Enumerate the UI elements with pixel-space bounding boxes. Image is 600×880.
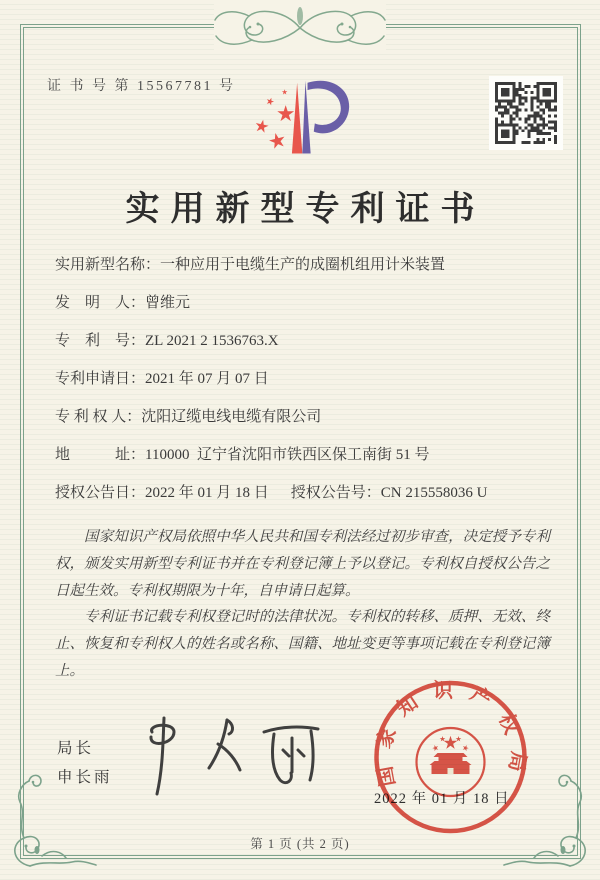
- legal-paragraph-2: 专利证书记载专利权登记时的法律状况。专利权的转移、质押、无效、终止、恢复和专利权人的姓名或名称、国籍、地址变更等事项记载在专利登记簿上。: [55, 609, 550, 680]
- field-row-inventor: [55, 292, 562, 314]
- top-flourish-ornament: [160, 3, 440, 51]
- handwritten-signature: [130, 706, 355, 806]
- field-row-address: [55, 444, 562, 466]
- grant-date-label: 授权公告日：: [55, 485, 146, 501]
- field-label: 地 址：: [55, 447, 146, 463]
- field-label: 专 利 权 人：: [55, 409, 142, 425]
- field-label: 实用新型名称：: [55, 257, 161, 273]
- field-row-filing-date: [55, 368, 562, 390]
- field-row-name: [55, 254, 562, 276]
- legal-paragraph-1: 国家知识产权局依照中华人民共和国专利法经过初步审查，决定授予专利权，颁发实用新型专利证书并在专利登记簿上予以登记。专利权自授权公告之日起生效。专利权期限为十年，自申请日起算。: [55, 529, 550, 599]
- national-emblem-icon: [417, 728, 485, 796]
- field-row-grant: [55, 482, 562, 504]
- field-value: 沈阳辽缆电线电缆有限公司: [141, 409, 322, 425]
- field-value: ZL 2021 2 1536763.X: [145, 333, 279, 349]
- cnipa-logo-icon: [231, 62, 357, 166]
- grant-date-value: 2022 年 01 月 18 日: [145, 485, 269, 501]
- certificate-title: 实用新型专利证书: [125, 191, 486, 228]
- signer-name: 申长雨: [57, 769, 113, 786]
- field-row-patentee: [55, 406, 562, 428]
- legal-text-section: [55, 524, 550, 685]
- page-number: 第 1 页 (共 2 页): [250, 837, 350, 851]
- signer-title: 局长: [57, 740, 95, 757]
- field-value: 一种应用于电缆生产的成圈机组用计米装置: [160, 257, 446, 273]
- field-label: 专利申请日：: [55, 371, 146, 387]
- grant-no-value: CN 215558036 U: [380, 485, 488, 501]
- field-value: 110000 辽宁省沈阳市铁西区保工南街 51 号: [145, 447, 430, 463]
- qr-code: [489, 76, 563, 150]
- field-label: 发 明 人：: [55, 295, 146, 311]
- seal-ring-text: 国家知识产权局: [371, 679, 530, 789]
- field-value: 2021 年 07 月 07 日: [145, 371, 269, 387]
- seal-date: 2022 年 01 月 18 日: [374, 791, 510, 807]
- certificate-number: 证 书 号 第 15567781 号: [47, 79, 236, 94]
- grant-no-label: 授权公告号：: [290, 485, 381, 501]
- field-label: 专 利 号：: [55, 333, 146, 349]
- official-seal: [363, 672, 538, 847]
- field-value: 曾维元: [145, 295, 191, 311]
- fields-section: [55, 254, 562, 520]
- field-row-patent-no: [55, 330, 562, 352]
